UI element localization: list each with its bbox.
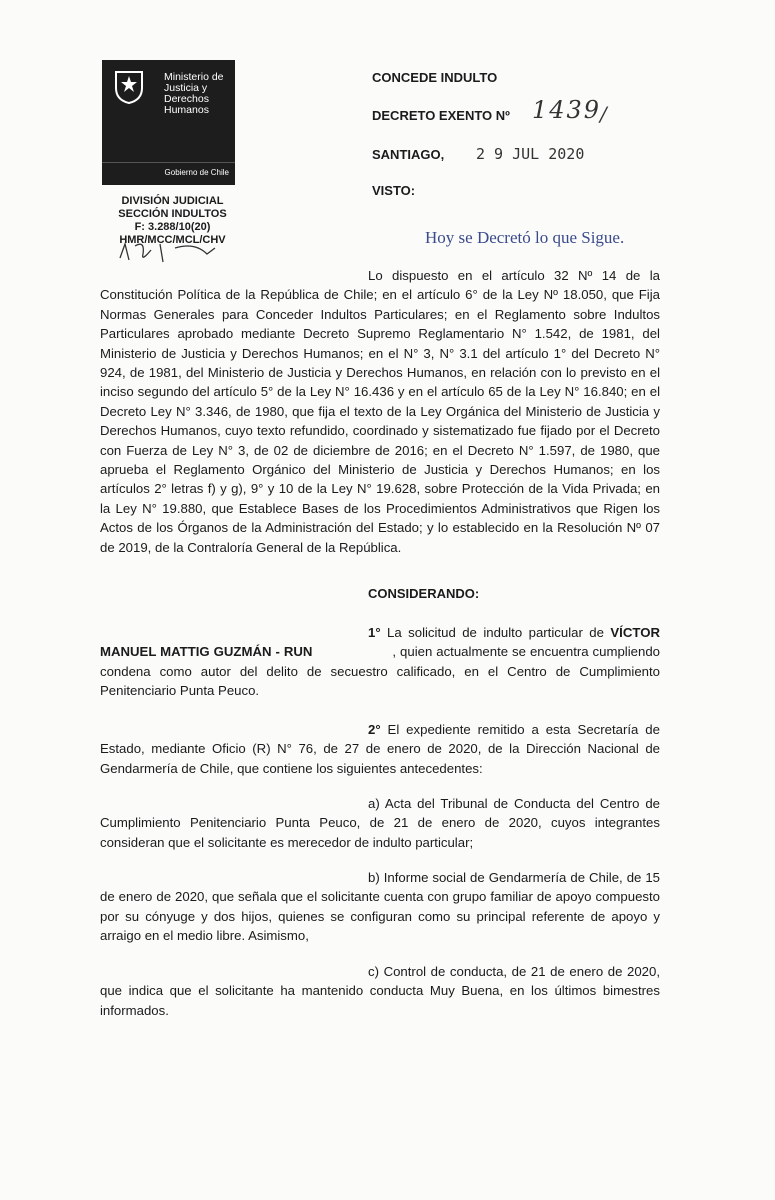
- ministry-name: [164, 72, 224, 116]
- decree-number-slash: /: [600, 102, 607, 126]
- logo-divider: [102, 162, 235, 163]
- antecedent-a: a) Acta del Tribunal de Conducta del Centro de Cumplimiento Penitenciario Punta Peuco, de 21 de enero de 2020, cuyos integrantes consideran que el solicitante es merecedor de indulto particular;: [100, 796, 660, 850]
- item-1-intro: La solicitud de indulto particular de: [387, 625, 604, 640]
- section-label: SECCIÓN INDULTOS: [118, 208, 227, 220]
- ministry-line: Ministerio de: [164, 71, 224, 83]
- division-label: DIVISIÓN JUDICIAL: [121, 195, 224, 207]
- visto-paragraph: Lo dispuesto en el artículo 32 Nº 14 de la Constitución Política de la República de Chile; en el artículo 6° de la Ley Nº 18.050, que Fija Normas Generales para Conceder Indultos Particulares; en el Reglamento sobre Indultos Particulares aprobado mediante Decreto Supremo Reglamentario N° 1.542, de 1981, del Ministerio de Justicia y Derechos Humanos; en el N° 3, N° 3.1 del artículo 1° del Decreto N° 924, de 1981, del Ministerio de Justicia y Derechos Humanos, en relación con lo previsto en el inciso segundo del artículo 5° de la Ley N° 16.436 y en el artículo 65 de la Ley N° 16.840; en el Decreto Ley N° 3.346, de 1980, que fija el texto de la Ley Orgánica del Ministerio de Justicia y Derechos Humanos, cuyo texto refundido, coordinado y sistematizado fue fijado por el Decreto con Fuerza de Ley N° 3, de 02 de diciembre de 2016; en el Decreto N° 1.597, de 1980, que aprueba el Reglamento Orgánico del Ministerio de Justicia y Derechos Humanos; en los artículos 2° letras f) y g), 9° y 10 de la Ley N° 19.628, sobre Protección de la Vida Privada; en la Ley N° 19.880, que Establece Bases de los Procedimientos Administrativos que Rigen los Actos de los Órganos de la Administración del Estado; y lo establecido en la Resolución Nº 07 de 2019, de la Contraloría General de la República.: [100, 268, 660, 555]
- antecedent-b: b) Informe social de Gendarmería de Chile, de 15 de enero de 2020, que señala que el solicitante cuenta con grupo familiar de apoyo compuesto por su cónyuge y dos hijos, quienes se configuran como su principal referente de apoyo y arraigo en el medio libre. Asimismo,: [100, 870, 660, 944]
- visto-label: VISTO:: [372, 183, 416, 198]
- item-1-text: , quien actualmente se encuentra cumpliendo condena como autor del delito de secuestro calificado, en el Centro de Cumplimiento Penitenciario Punta Peuco.: [100, 644, 661, 699]
- city-label: SANTIAGO,: [372, 147, 445, 162]
- petitioner-first-name: VÍCTOR: [610, 625, 660, 640]
- file-ref: F: 3.288/10(20): [134, 221, 211, 233]
- considerando-label: CONSIDERANDO:: [368, 586, 480, 601]
- ministry-line: Derechos: [164, 93, 209, 105]
- item-number: 1°: [368, 625, 381, 640]
- ministry-line: Humanos: [164, 104, 209, 116]
- decree-stamp: Hoy se Decretó lo que Sigue.: [425, 228, 625, 247]
- ministry-logo: [102, 60, 235, 185]
- item-2-text: El expediente remitido a esta Secretaría de Estado, mediante Oficio (R) N° 76, de 27 de enero de 2020, de la Dirección Nacional de Gendarmería de Chile, que contiene los siguientes antecedentes:: [100, 722, 660, 776]
- antecedent-c: c) Control de conducta, de 21 de enero de 2020, que indica que el solicitante ha mantenido conducta Muy Buena, en los últimos bimestres informados.: [100, 964, 660, 1018]
- considerando-2: [100, 720, 660, 778]
- coat-of-arms-icon: [112, 68, 146, 104]
- handwritten-signature: [115, 240, 225, 264]
- date-stamp: 2 9 JUL 2020: [476, 145, 585, 163]
- decree-number: 1439: [532, 96, 602, 124]
- petitioner-surname: MANUEL MATTIG GUZMÁN - RUN: [100, 644, 313, 660]
- ministry-line: Justicia y: [164, 82, 208, 94]
- initials: HMR/MCC/MCL/CHV: [119, 234, 226, 246]
- government-label: Gobierno de Chile: [164, 168, 229, 177]
- document-title: CONCEDE INDULTO: [372, 70, 498, 85]
- considerando-1: [100, 623, 660, 701]
- decree-label: DECRETO EXENTO Nº: [372, 108, 510, 123]
- item-number: 2°: [368, 722, 381, 737]
